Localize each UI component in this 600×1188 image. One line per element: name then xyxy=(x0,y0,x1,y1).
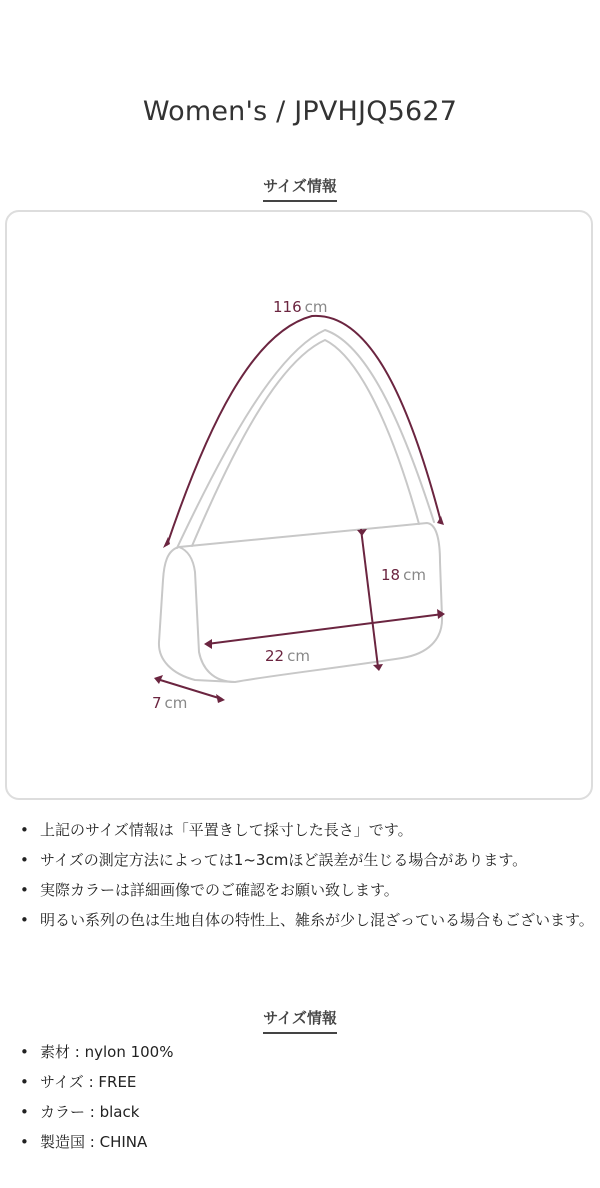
size-info-heading xyxy=(0,175,600,202)
note-item: • 実際カラーは詳細画像でのご確認をお願い致します。 xyxy=(40,875,600,905)
spec-list xyxy=(0,1037,600,1157)
height-value: 18 xyxy=(381,566,401,584)
bag-size-diagram xyxy=(5,210,593,800)
width-value: 22 xyxy=(265,647,285,665)
spec-size: • サイズ : FREE xyxy=(40,1067,600,1097)
spec-heading-label: サイズ情報 xyxy=(263,1007,337,1034)
depth-label xyxy=(152,694,187,712)
strap-length-unit: cm xyxy=(304,298,328,316)
spec-color: • カラー : black xyxy=(40,1097,600,1127)
depth-arrow-right xyxy=(216,694,225,703)
measure-lines xyxy=(157,316,443,699)
width-unit: cm xyxy=(287,647,310,665)
note-item: • サイズの測定方法によっては1~3cmほど誤差が生じる場合があります。 xyxy=(40,845,600,875)
height-arrow-bottom xyxy=(373,664,383,671)
width-measure-line xyxy=(207,614,443,644)
spec-origin: • 製造国 : CHINA xyxy=(40,1127,600,1157)
spec-material: • 素材 : nylon 100% xyxy=(40,1037,600,1067)
strap-outer xyxy=(177,330,434,548)
product-title: Women's / JPVHJQ5627 xyxy=(142,96,458,127)
strap-length-value: 116 xyxy=(273,298,302,316)
height-label xyxy=(381,566,426,584)
height-unit: cm xyxy=(403,566,426,584)
width-label xyxy=(265,647,310,665)
note-item: • 上記のサイズ情報は「平置きして採寸した長さ」です。 xyxy=(40,815,600,845)
bag-front-outline xyxy=(179,523,442,682)
strap-length-label xyxy=(273,298,328,316)
strap-arrow-right xyxy=(437,516,444,525)
spec-heading xyxy=(0,1007,600,1034)
width-arrow-left xyxy=(204,639,212,649)
size-notes-list xyxy=(0,815,600,935)
note-item: • 明るい系列の色は生地自体の特性上、雑糸が少し混ざっている場合もございます。 xyxy=(40,905,600,935)
height-arrow-top xyxy=(357,529,367,536)
height-measure-line xyxy=(361,529,378,667)
depth-unit: cm xyxy=(164,694,188,712)
size-info-heading-label: サイズ情報 xyxy=(263,175,337,202)
depth-value: 7 xyxy=(152,694,162,712)
